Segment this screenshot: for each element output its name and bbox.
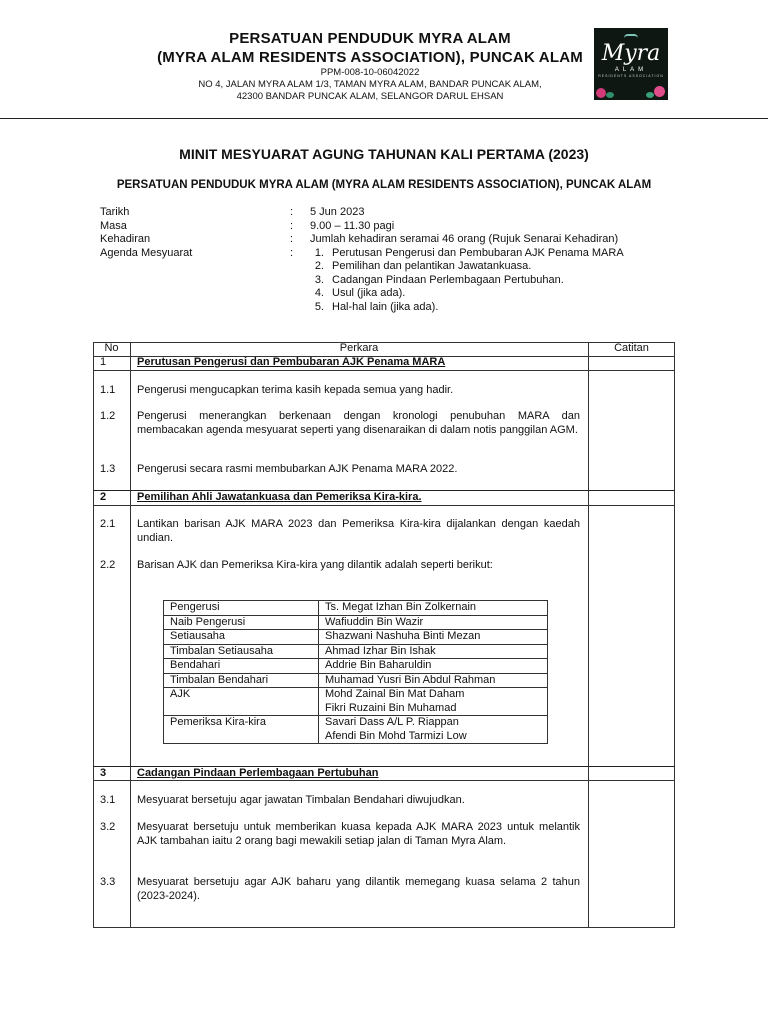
- letterhead: [0, 0, 768, 120]
- column-divider: [130, 342, 131, 928]
- committee-row: [164, 644, 548, 659]
- item-number: 3.3: [100, 876, 116, 888]
- item-number: 1.1: [100, 384, 116, 396]
- agenda-item-text: Hal-hal lain (jika ada).: [332, 300, 439, 313]
- header-perkara: Perkara: [339, 342, 379, 354]
- agenda-item-number: 1.: [314, 246, 324, 259]
- item-number: 1.3: [100, 463, 116, 475]
- item-text: Pengerusi mengucapkan terima kasih kepada semua yang hadir.: [137, 384, 454, 396]
- committee-row: [164, 688, 548, 716]
- logo-flower-icon: [596, 88, 606, 98]
- item-number: 2.2: [100, 559, 116, 571]
- association-name-english: (MYRA ALAM RESIDENTS ASSOCIATION), PUNCAK ALAM: [157, 49, 583, 66]
- row-divider: [93, 370, 675, 371]
- committee-name: Wafiuddin Bin Wazir: [319, 615, 548, 630]
- logo-sub-text-2: RESIDENTS ASSOCIATION: [598, 74, 664, 78]
- registration-number: PPM-008-10-06042022: [320, 67, 420, 78]
- date-value: 5 Jun 2023: [310, 206, 365, 218]
- item-text: Mesyuarat bersetuju agar AJK baharu yang dilantik memegang kuasa selama 2 tahun (2023-2024).: [137, 876, 580, 902]
- item-text: Mesyuarat bersetuju untuk memberikan kuasa kepada AJK MARA 2023 untuk melantik AJK tambahan iaitu 2 orang bagi mewakili setiap jalan di Taman Myra Alam.: [137, 821, 580, 847]
- section-number: 1: [100, 356, 107, 368]
- time-label: Masa: [100, 219, 127, 232]
- agenda-item-text: Cadangan Pindaan Perlembagaan Pertubuhan.: [332, 273, 564, 286]
- agenda-item-text: Perutusan Pengerusi dan Pembubaran AJK Penama MARA: [332, 246, 624, 259]
- committee-name: Muhamad Yusri Bin Abdul Rahman: [319, 673, 548, 688]
- item-text: Pengerusi secara rasmi membubarkan AJK Penama MARA 2022.: [137, 463, 458, 475]
- committee-name: Addrie Bin Baharuldin: [319, 659, 548, 674]
- committee-row: [164, 601, 548, 616]
- item-number: 3.1: [100, 794, 116, 806]
- item-number: 1.2: [100, 410, 116, 422]
- association-logo: [594, 28, 668, 100]
- committee-row: [164, 716, 548, 744]
- committee-name: Ahmad Izhar Bin Ishak: [319, 644, 548, 659]
- header-no: No: [104, 342, 119, 354]
- section-title: Perutusan Pengerusi dan Pembubaran AJK Penama MARA: [137, 356, 446, 368]
- committee-role: Timbalan Bendahari: [164, 673, 319, 688]
- agenda-item-number: 2.: [314, 260, 324, 272]
- logo-leaf-icon-2: [646, 92, 654, 98]
- agenda-item-number: 5.: [314, 300, 324, 313]
- association-name: PERSATUAN PENDUDUK MYRA ALAM: [229, 30, 511, 47]
- colon: :: [290, 233, 294, 245]
- item-text: Lantikan barisan AJK MARA 2023 dan Pemeriksa Kira-kira dijalankan dengan kaedah undian.: [137, 518, 580, 544]
- address-line-1: NO 4, JALAN MYRA ALAM 1/3, TAMAN MYRA ALAM, BANDAR PUNCAK ALAM,: [198, 79, 542, 90]
- agenda-item-number: 4.: [314, 287, 324, 299]
- committee-row: [164, 630, 548, 645]
- item-text: Pengerusi menerangkan berkenaan dengan kronologi penubuhan MARA dan membacakan agenda mesyuarat seperti yang disenaraikan di dalam notis panggilan AGM.: [137, 410, 580, 436]
- logo-script-text: Myra: [601, 41, 661, 66]
- committee-name: Fikri Ruzaini Bin Muhamad: [325, 701, 457, 714]
- colon: :: [290, 219, 294, 232]
- header-divider: [0, 118, 768, 119]
- committee-role: Naib Pengerusi: [164, 615, 319, 630]
- logo-leaf-icon: [606, 92, 614, 98]
- agenda-item-text: Usul (jika ada).: [332, 287, 406, 299]
- time-value: 9.00 – 11.30 pagi: [310, 219, 395, 232]
- committee-names: [319, 716, 548, 744]
- committee-role: Pemeriksa Kira-kira: [164, 716, 319, 744]
- header-catitan: Catitan: [614, 342, 649, 354]
- item-text: Barisan AJK dan Pemeriksa Kira-kira yang dilantik adalah seperti berikut:: [137, 559, 493, 571]
- column-divider: [588, 342, 589, 928]
- colon: :: [290, 206, 294, 218]
- page-title: MINIT MESYUARAT AGUNG TAHUNAN KALI PERTAMA (2023): [179, 146, 589, 162]
- committee-name: Savari Dass A/L P. Riappan: [325, 716, 459, 728]
- association-header: [120, 30, 620, 103]
- section-title: Pemilihan Ahli Jawatankuasa dan Pemeriksa Kira-kira.: [137, 491, 422, 503]
- address-line-2: 42300 BANDAR PUNCAK ALAM, SELANGOR DARUL EHSAN: [236, 91, 504, 102]
- logo-flower-icon-2: [654, 86, 665, 97]
- section-title: Cadangan Pindaan Perlembagaan Pertubuhan: [137, 767, 379, 779]
- committee-role: Timbalan Setiausaha: [164, 644, 319, 659]
- agenda-label: Agenda Mesyuarat: [100, 246, 193, 259]
- section-number: 3: [100, 767, 107, 779]
- committee-name: Afendi Bin Mohd Tarmizi Low: [325, 729, 467, 742]
- committee-row: [164, 673, 548, 688]
- committee-role: Bendahari: [164, 659, 319, 674]
- row-divider: [93, 505, 675, 506]
- attendance-label: Kehadiran: [100, 233, 151, 245]
- committee-name: Ts. Megat Izhan Bin Zolkernain: [319, 601, 548, 616]
- logo-sub-text: ALAM: [614, 67, 648, 73]
- item-number: 2.1: [100, 518, 116, 530]
- attendance-value: Jumlah kehadiran seramai 46 orang (Rujuk Senarai Kehadiran): [310, 233, 619, 245]
- page-subtitle: PERSATUAN PENDUDUK MYRA ALAM (MYRA ALAM RESIDENTS ASSOCIATION), PUNCAK ALAM: [116, 179, 652, 191]
- section-number: 2: [100, 491, 107, 503]
- committee-row: [164, 615, 548, 630]
- agenda-item-text: Pemilihan dan pelantikan Jawatankuasa.: [332, 260, 532, 272]
- logo-crown-icon: [624, 34, 638, 40]
- item-text: Mesyuarat bersetuju agar jawatan Timbalan Bendahari diwujudkan.: [137, 794, 465, 806]
- committee-row: [164, 659, 548, 674]
- agenda-item-number: 3.: [314, 273, 324, 286]
- item-number: 3.2: [100, 821, 116, 833]
- committee-names: [319, 688, 548, 716]
- date-label: Tarikh: [100, 206, 130, 218]
- committee-name: Shazwani Nashuha Binti Mezan: [319, 630, 548, 645]
- committee-name: Mohd Zainal Bin Mat Daham: [325, 688, 465, 700]
- committee-role: AJK: [164, 688, 319, 716]
- colon: :: [290, 246, 294, 259]
- committee-role: Pengerusi: [164, 601, 319, 616]
- committee-role: Setiausaha: [164, 630, 319, 645]
- committee-table: [163, 600, 548, 744]
